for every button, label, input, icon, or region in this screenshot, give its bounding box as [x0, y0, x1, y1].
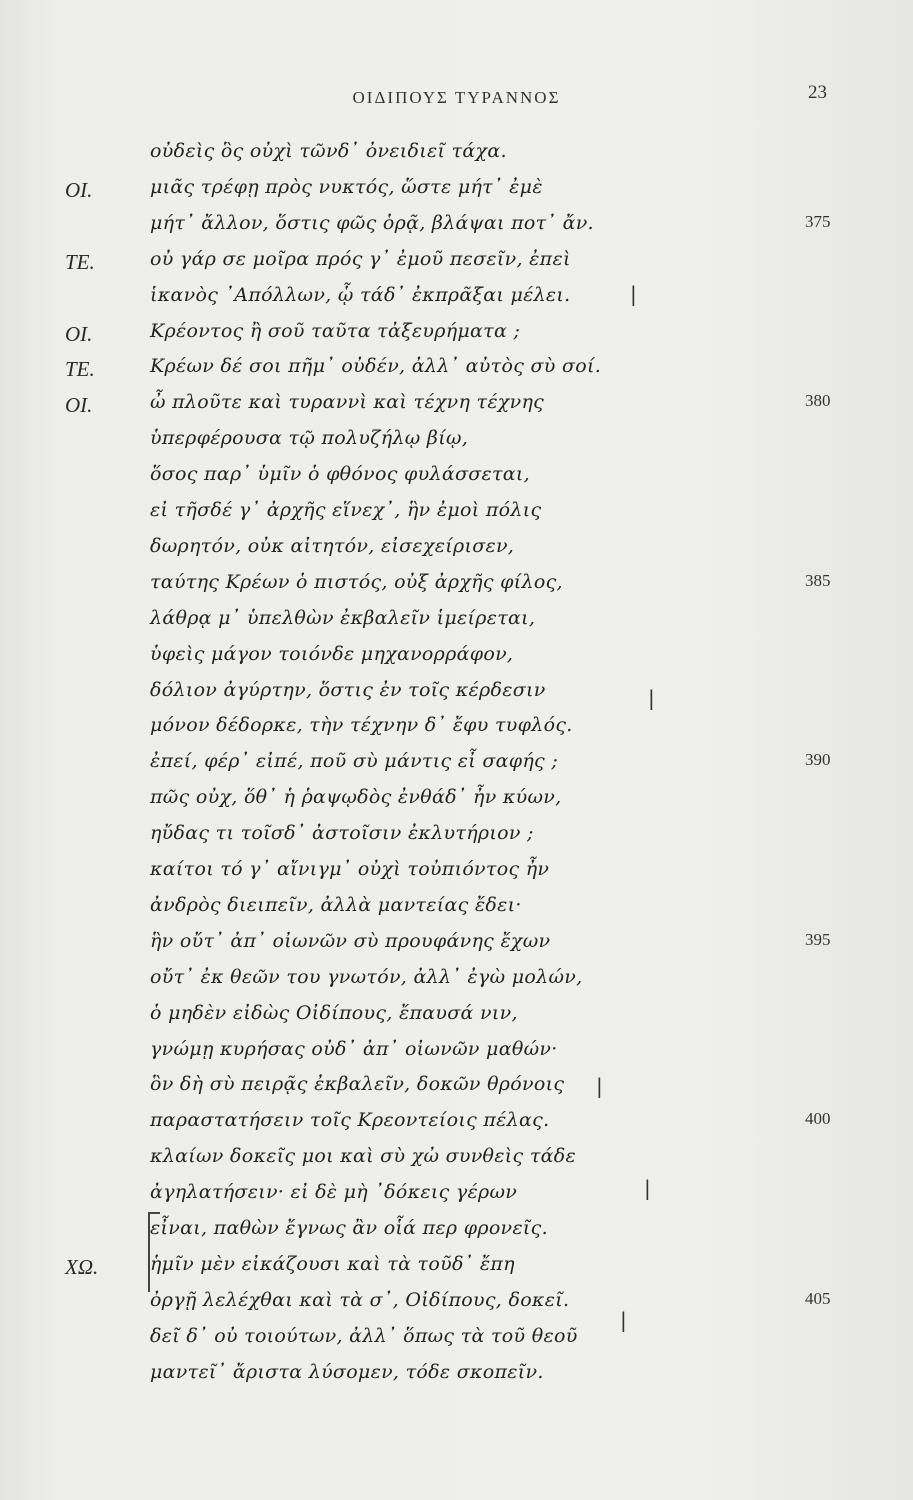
- verse-text: καίτοι τό γ᾽ αἴνιγμ᾽ οὐχὶ τοὐπιόντος ἦν: [150, 858, 550, 880]
- speaker-label: ΟΙ.: [65, 393, 93, 418]
- verse-text: λάθρᾳ μ᾽ ὑπελθὼν ἐκβαλεῖν ἱμείρεται,: [150, 606, 536, 629]
- page-number: 23: [808, 82, 827, 103]
- verse-text: πῶς οὐχ, ὅθ᾽ ἡ ῥαψῳδὸς ἐνθάδ᾽ ἦν κύων,: [150, 786, 562, 809]
- verse-text: ἀγηλατήσειν· εἰ δὲ μὴ ᾽δόκεις γέρων: [150, 1181, 518, 1204]
- line-number: 390: [805, 750, 831, 770]
- verse-text: ὑφεὶς μάγον τοιόνδε μηχανορράφον,: [150, 642, 514, 665]
- verse-line: [0, 320, 913, 354]
- verse-line: [0, 1073, 913, 1107]
- verse-text: ὅσος παρ᾽ ὑμῖν ὁ φθόνος φυλάσσεται,: [150, 463, 531, 486]
- verse-line: [0, 966, 913, 1000]
- verse-text: ταύτης Κρέων ὁ πιστός, οὐξ ἀρχῆς φίλος,: [150, 570, 563, 593]
- verse-line: [0, 248, 913, 282]
- verse-text: ὃν δὴ σὺ πειρᾷς ἐκβαλεῖν, δοκῶν θρόνοις: [150, 1073, 565, 1096]
- verse-line: [0, 427, 913, 461]
- pencil-mark: |: [644, 1176, 651, 1200]
- verse-line: [0, 176, 913, 210]
- verse-text: εἰ τῆσδέ γ᾽ ἀρχῆς εἵνεχ᾽, ἣν ἐμοὶ πόλις: [150, 499, 542, 521]
- speaker-label: ΤΕ.: [65, 249, 95, 274]
- verse-line: [0, 355, 913, 389]
- verse-line: [0, 1217, 913, 1251]
- verse-text: οὔτ᾽ ἐκ θεῶν του γνωτόν, ἀλλ᾽ ἐγὼ μολών,: [150, 965, 583, 988]
- verse-text: ἡμῖν μὲν εἰκάζουσι καὶ τὰ τοῦδ᾽ ἔπη: [150, 1252, 515, 1275]
- verse-line: [0, 1109, 913, 1143]
- verse-line: [0, 1361, 913, 1395]
- verse-line: [0, 1253, 913, 1287]
- pencil-mark: |: [596, 1074, 603, 1098]
- line-number: 385: [805, 570, 831, 590]
- verse-line: [0, 140, 913, 174]
- verse-line: [0, 858, 913, 892]
- verse-line: [0, 1038, 913, 1072]
- verse-text: δωρητόν, οὐκ αἰτητόν, εἰσεχείρισεν,: [150, 534, 515, 557]
- verse-text: δόλιον ἀγύρτην, ὅστις ἐν τοῖς κέρδεσιν: [150, 678, 546, 701]
- verse-text: παραστατήσειν τοῖς Κρεοντείοις πέλας.: [150, 1109, 550, 1132]
- verse-line: [0, 1002, 913, 1036]
- line-number: 405: [805, 1288, 831, 1308]
- verse-line: [0, 1325, 913, 1359]
- verse-line: [0, 284, 913, 318]
- verse-line: [0, 1181, 913, 1215]
- verse-text: δεῖ δ᾽ οὐ τοιούτων, ἀλλ᾽ ὅπως τὰ τοῦ θεοῦ: [150, 1324, 578, 1347]
- verse-line: [0, 535, 913, 569]
- pencil-mark: |: [648, 686, 655, 710]
- verse-text: Κρέων δέ σοι πῆμ᾽ οὐδέν, ἀλλ᾽ αὐτὸς σὺ σοί.: [150, 355, 602, 378]
- verse-text: οὐδεὶς ὃς οὐχὶ τῶνδ᾽ ὀνειδιεῖ τάχα.: [150, 140, 507, 162]
- pencil-mark: |: [630, 282, 637, 306]
- verse-text: ὁ μηδὲν εἰδὼς Οἰδίπους, ἔπαυσά νιν,: [150, 1001, 518, 1024]
- speaker-label: ΟΙ.: [65, 321, 93, 346]
- verse-line: [0, 786, 913, 820]
- verse-line: [0, 1145, 913, 1179]
- speaker-label: ΧΩ.: [65, 1254, 99, 1279]
- verse-text: ἐπεί, φέρ᾽ εἰπέ, ποῦ σὺ μάντις εἶ σαφής ;: [150, 750, 559, 773]
- verse-line: [0, 499, 913, 533]
- line-number: 380: [805, 391, 831, 411]
- line-number: 400: [805, 1109, 831, 1129]
- pencil-mark: |: [620, 1308, 627, 1332]
- verse-line: [0, 750, 913, 784]
- verse-text: ὦ πλοῦτε καὶ τυραννὶ καὶ τέχνη τέχνης: [150, 391, 545, 414]
- verse-text: μαντεῖ᾽ ἄριστα λύσομεν, τόδε σκοπεῖν.: [150, 1360, 544, 1383]
- verse-text: ἀνδρὸς διειπεῖν, ἀλλὰ μαντείας ἔδει·: [150, 893, 522, 916]
- verse-text: οὐ γάρ σε μοῖρα πρός γ᾽ ἐμοῦ πεσεῖν, ἐπεὶ: [150, 247, 571, 270]
- verse-line: [0, 212, 913, 246]
- line-number: 395: [805, 929, 831, 949]
- verse-line: [0, 894, 913, 928]
- verse-text: μιᾶς τρέφῃ πρὸς νυκτός, ὥστε μήτ᾽ ἐμὲ: [150, 175, 543, 198]
- verse-text: ὀργῇ λελέχθαι καὶ τὰ σ᾽, Οἰδίπους, δοκεῖ.: [150, 1288, 570, 1311]
- verse-line: [0, 643, 913, 677]
- running-title: ΟΙΔΙΠΟΥΣ ΤΥΡΑΝΝΟΣ: [352, 88, 561, 107]
- line-number: 375: [805, 211, 831, 231]
- verse-line: [0, 679, 913, 713]
- verse-line: [0, 571, 913, 605]
- verse-line: [0, 714, 913, 748]
- verse-text: μόνον δέδορκε, τὴν τέχνην δ᾽ ἔφυ τυφλός.: [150, 714, 573, 737]
- verse-line: [0, 930, 913, 964]
- speaker-label: ΟΙ.: [65, 177, 93, 202]
- verse-text: ἱκανὸς ᾽Απόλλων, ᾧ τάδ᾽ ἐκπρᾶξαι μέλει.: [150, 283, 571, 306]
- verse-text: ὑπερφέρουσα τῷ πολυζήλῳ βίῳ,: [150, 427, 469, 450]
- verse-line: [0, 463, 913, 497]
- verse-text: κλαίων δοκεῖς μοι καὶ σὺ χὠ συνθεὶς τάδε: [150, 1145, 577, 1168]
- verse-line: [0, 391, 913, 425]
- speaker-label: ΤΕ.: [65, 357, 95, 382]
- verse-text: εἶναι, παθὼν ἔγνως ἂν οἷά περ φρονεῖς.: [150, 1217, 548, 1239]
- verse-line: [0, 822, 913, 856]
- verse-text: ηὔδας τι τοῖσδ᾽ ἀστοῖσιν ἐκλυτήριον ;: [150, 822, 534, 845]
- verse-text: μήτ᾽ ἄλλον, ὅστις φῶς ὁρᾷ, βλάψαι ποτ᾽ ἄν.: [150, 211, 594, 234]
- verse-text: γνώμῃ κυρήσας οὐδ᾽ ἀπ᾽ οἰωνῶν μαθών·: [150, 1037, 558, 1060]
- verse-text: Κρέοντος ἢ σοῦ ταῦτα τἀξευρήματα ;: [150, 319, 521, 342]
- verse-line: [0, 607, 913, 641]
- verse-text: ἣν οὔτ᾽ ἀπ᾽ οἰωνῶν σὺ προυφάνης ἔχων: [150, 929, 551, 952]
- verse-line: [0, 1289, 913, 1323]
